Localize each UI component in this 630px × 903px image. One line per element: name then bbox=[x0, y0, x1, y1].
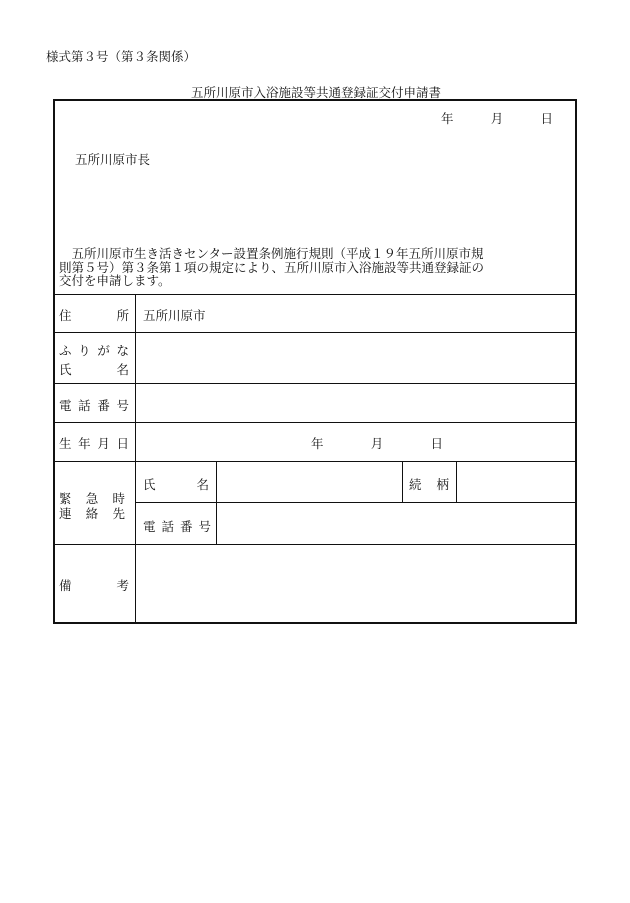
date-day-label: 日 bbox=[540, 111, 553, 126]
application-form bbox=[53, 99, 577, 624]
birth-month-label: 月 bbox=[370, 436, 384, 451]
request-line-2: 則第５号）第３条第１項の規定により、五所川原市入浴施設等共通登録証の bbox=[59, 259, 485, 275]
name-label: 氏 名 bbox=[59, 362, 129, 377]
emergency-relation-label: 続 柄 bbox=[409, 477, 449, 492]
birth-year-label: 年 bbox=[311, 436, 324, 451]
birthdate-field[interactable] bbox=[311, 434, 443, 452]
request-line-3: 交付を申請します。 bbox=[59, 273, 171, 288]
addressee: 五所川原市長 bbox=[75, 152, 151, 167]
date-year-label: 年 bbox=[441, 111, 454, 126]
emergency-phone-field[interactable] bbox=[218, 504, 575, 543]
emergency-label-line2: 連 絡 先 bbox=[59, 506, 125, 521]
divider bbox=[216, 461, 217, 544]
form-title: 五所川原市入浴施設等共通登録証交付申請書 bbox=[190, 85, 441, 100]
phone-label: 電 話 番 号 bbox=[59, 398, 129, 413]
request-statement bbox=[59, 247, 571, 288]
divider bbox=[55, 461, 575, 462]
emergency-phone-label: 電 話 番 号 bbox=[143, 519, 211, 534]
birth-day-label: 日 bbox=[430, 436, 443, 451]
remarks-field[interactable] bbox=[137, 546, 575, 622]
label-column-divider bbox=[135, 294, 136, 624]
furigana-label: ふ り が な bbox=[59, 343, 129, 358]
emergency-name-field[interactable] bbox=[218, 463, 400, 501]
form-number: 様式第３号（第３条関係） bbox=[46, 49, 197, 64]
address-value[interactable]: 五所川原市 bbox=[143, 308, 206, 323]
emergency-relation-field[interactable] bbox=[458, 463, 574, 501]
divider bbox=[136, 502, 575, 503]
date-month-label: 月 bbox=[490, 111, 504, 126]
address-label: 住 所 bbox=[59, 308, 129, 323]
remarks-label: 備 考 bbox=[59, 578, 129, 593]
birthdate-label: 生 年 月 日 bbox=[59, 436, 129, 451]
phone-field[interactable] bbox=[137, 385, 575, 421]
request-line-1: 五所川原市生き活きセンター設置条例施行規則（平成１９年五所川原市規 bbox=[59, 246, 484, 261]
emergency-name-label: 氏 名 bbox=[143, 477, 209, 492]
divider bbox=[456, 461, 457, 502]
divider bbox=[55, 383, 575, 384]
application-date[interactable] bbox=[441, 109, 553, 127]
divider bbox=[402, 461, 403, 502]
divider bbox=[55, 332, 575, 333]
emergency-label-line1: 緊 急 時 bbox=[59, 491, 125, 506]
name-field[interactable] bbox=[137, 334, 575, 382]
divider bbox=[55, 294, 575, 295]
divider bbox=[55, 544, 575, 545]
divider bbox=[55, 422, 575, 423]
